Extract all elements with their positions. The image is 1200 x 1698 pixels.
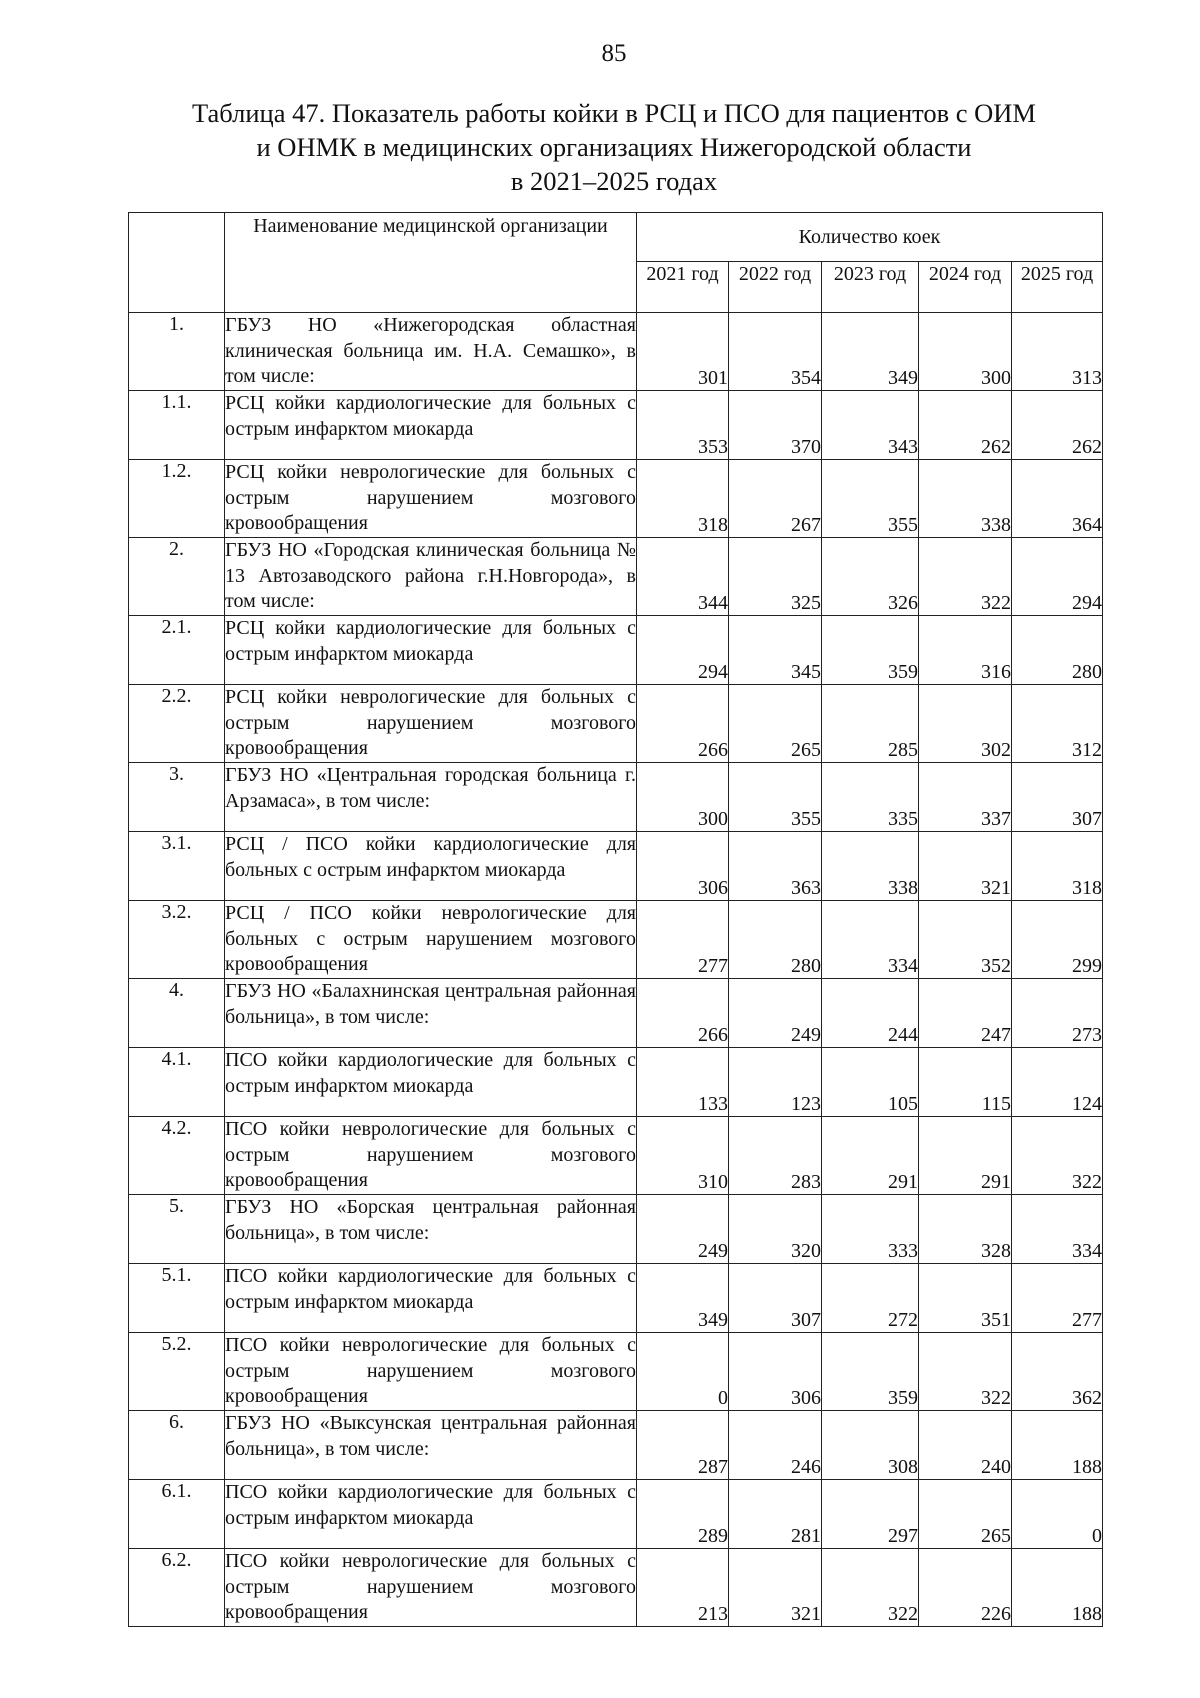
organization-name: ПСО койки кардиологические для больных с острым инфарктом миокарда: [225, 1048, 637, 1117]
bed-count-cell: 306: [729, 1333, 822, 1411]
organization-name: ГБУЗ НО «Выксунская центральная районная больница», в том числе:: [225, 1411, 637, 1480]
bed-count-cell: 354: [729, 313, 822, 391]
bed-count-cell: 277: [1012, 1264, 1103, 1333]
bed-count-cell: 262: [919, 391, 1012, 460]
row-number: 3.1.: [129, 832, 225, 901]
table-row: [129, 616, 1103, 685]
bed-count-cell: 321: [919, 832, 1012, 901]
table-row: [129, 763, 1103, 832]
year-header: 2025 год: [1012, 262, 1103, 313]
table-row: [129, 685, 1103, 763]
bed-count-cell: 349: [822, 313, 919, 391]
bed-count-cell: 300: [637, 763, 729, 832]
organization-name: РСЦ / ПСО койки кардиологические для больных с острым инфарктом миокарда: [225, 832, 637, 901]
bed-count-cell: 322: [822, 1549, 919, 1627]
row-number: 5.: [129, 1195, 225, 1264]
bed-count-cell: 265: [919, 1480, 1012, 1549]
page-number: 85: [601, 40, 627, 67]
bed-count-cell: 0: [1012, 1480, 1103, 1549]
table-row: [129, 1549, 1103, 1627]
bed-count-cell: 246: [729, 1411, 822, 1480]
caption-line-2: и ОНМК в медицинских организациях Нижегородской области: [256, 132, 972, 162]
organization-name: ПСО койки кардиологические для больных с острым инфарктом миокарда: [225, 1264, 637, 1333]
organization-name: ГБУЗ НО «Городская клиническая больница № 13 Автозаводского района г.Н.Новгорода», в том числе:: [225, 538, 637, 616]
bed-count-cell: 352: [919, 901, 1012, 979]
bed-count-cell: 308: [822, 1411, 919, 1480]
bed-count-cell: 283: [729, 1117, 822, 1195]
bed-count-cell: 299: [1012, 901, 1103, 979]
bed-count-cell: 318: [637, 460, 729, 538]
table-row: [129, 1333, 1103, 1411]
bed-count-cell: 291: [919, 1117, 1012, 1195]
bed-count-cell: 313: [1012, 313, 1103, 391]
bed-count-cell: 322: [919, 1333, 1012, 1411]
bed-count-cell: 188: [1012, 1549, 1103, 1627]
table-row: [129, 538, 1103, 616]
bed-count-cell: 343: [822, 391, 919, 460]
row-number: 3.2.: [129, 901, 225, 979]
bed-count-cell: 249: [729, 979, 822, 1048]
table-row: [129, 901, 1103, 979]
bed-count-cell: 287: [637, 1411, 729, 1480]
row-number: 6.: [129, 1411, 225, 1480]
bed-count-cell: 362: [1012, 1333, 1103, 1411]
bed-count-cell: 226: [919, 1549, 1012, 1627]
bed-count-cell: 333: [822, 1195, 919, 1264]
bed-count-cell: 307: [729, 1264, 822, 1333]
row-number: 2.2.: [129, 685, 225, 763]
organization-name: РСЦ / ПСО койки неврологические для больных с острым нарушением мозгового кровообращения: [225, 901, 637, 979]
table-body: [129, 313, 1103, 1627]
bed-count-cell: 364: [1012, 460, 1103, 538]
organization-name: ПСО койки кардиологические для больных с острым инфарктом миокарда: [225, 1480, 637, 1549]
bed-count-cell: 267: [729, 460, 822, 538]
table-row: [129, 1048, 1103, 1117]
row-number: 6.1.: [129, 1480, 225, 1549]
bed-count-cell: 247: [919, 979, 1012, 1048]
organization-name: РСЦ койки кардиологические для больных с острым инфарктом миокарда: [225, 391, 637, 460]
bed-count-cell: 115: [919, 1048, 1012, 1117]
table-row: [129, 1264, 1103, 1333]
bed-count-cell: 326: [822, 538, 919, 616]
table-row: [129, 1195, 1103, 1264]
bed-count-cell: 321: [729, 1549, 822, 1627]
bed-count-cell: 249: [637, 1195, 729, 1264]
bed-count-cell: 266: [637, 685, 729, 763]
bed-count-cell: 289: [637, 1480, 729, 1549]
organization-name: ПСО койки неврологические для больных с острым нарушением мозгового кровообращения: [225, 1333, 637, 1411]
bed-count-cell: 322: [919, 538, 1012, 616]
bed-count-cell: 344: [637, 538, 729, 616]
bed-count-cell: 0: [637, 1333, 729, 1411]
bed-count-cell: 310: [637, 1117, 729, 1195]
bed-count-cell: 133: [637, 1048, 729, 1117]
bed-count-cell: 262: [1012, 391, 1103, 460]
bed-count-cell: 338: [822, 832, 919, 901]
bed-count-cell: 285: [822, 685, 919, 763]
bed-count-cell: 322: [1012, 1117, 1103, 1195]
table-row: [129, 391, 1103, 460]
row-number: 1.1.: [129, 391, 225, 460]
year-header: 2022 год: [729, 262, 822, 313]
table-row: [129, 1117, 1103, 1195]
year-header: 2023 год: [822, 262, 919, 313]
number-column-header: [129, 213, 225, 313]
bed-count-cell: 281: [729, 1480, 822, 1549]
row-number: 1.2.: [129, 460, 225, 538]
bed-performance-table: [128, 212, 1103, 1627]
bed-count-header: Количество коек: [637, 213, 1103, 262]
row-number: 5.1.: [129, 1264, 225, 1333]
row-number: 2.1.: [129, 616, 225, 685]
bed-count-cell: 318: [1012, 832, 1103, 901]
bed-count-cell: 294: [1012, 538, 1103, 616]
bed-count-cell: 307: [1012, 763, 1103, 832]
bed-count-cell: 325: [729, 538, 822, 616]
bed-count-cell: 273: [1012, 979, 1103, 1048]
bed-count-cell: 312: [1012, 685, 1103, 763]
bed-count-cell: 297: [822, 1480, 919, 1549]
row-number: 4.2.: [129, 1117, 225, 1195]
bed-count-cell: 123: [729, 1048, 822, 1117]
row-number: 2.: [129, 538, 225, 616]
organization-name: ГБУЗ НО «Борская центральная районная больница», в том числе:: [225, 1195, 637, 1264]
organization-name: ГБУЗ НО «Нижегородская областная клиническая больница им. Н.А. Семашко», в том числе:: [225, 313, 637, 391]
table-row: [129, 1480, 1103, 1549]
organization-name: РСЦ койки неврологические для больных с острым нарушением мозгового кровообращения: [225, 460, 637, 538]
caption-line-3: в 2021–2025 годах: [510, 166, 718, 196]
bed-count-cell: 334: [822, 901, 919, 979]
bed-count-cell: 370: [729, 391, 822, 460]
bed-count-cell: 188: [1012, 1411, 1103, 1480]
bed-count-cell: 302: [919, 685, 1012, 763]
organization-name: РСЦ койки неврологические для больных с острым нарушением мозгового кровообращения: [225, 685, 637, 763]
bed-count-cell: 213: [637, 1549, 729, 1627]
bed-count-cell: 265: [729, 685, 822, 763]
year-header: 2021 год: [637, 262, 729, 313]
bed-count-cell: 359: [822, 616, 919, 685]
organization-column-header: Наименование медицинской организации: [225, 213, 637, 313]
bed-count-cell: 300: [919, 313, 1012, 391]
bed-count-cell: 353: [637, 391, 729, 460]
row-number: 4.: [129, 979, 225, 1048]
bed-count-cell: 355: [729, 763, 822, 832]
table-row: [129, 979, 1103, 1048]
bed-count-cell: 316: [919, 616, 1012, 685]
bed-count-cell: 266: [637, 979, 729, 1048]
table-row: [129, 460, 1103, 538]
row-number: 5.2.: [129, 1333, 225, 1411]
bed-count-cell: 277: [637, 901, 729, 979]
organization-name: ГБУЗ НО «Центральная городская больница г. Арзамаса», в том числе:: [225, 763, 637, 832]
bed-count-cell: 338: [919, 460, 1012, 538]
row-number: 3.: [129, 763, 225, 832]
bed-count-cell: 244: [822, 979, 919, 1048]
bed-count-cell: 240: [919, 1411, 1012, 1480]
bed-count-cell: 294: [637, 616, 729, 685]
table-row: [129, 313, 1103, 391]
table-row: [129, 832, 1103, 901]
organization-name: РСЦ койки кардиологические для больных с острым инфарктом миокарда: [225, 616, 637, 685]
table-row: [129, 1411, 1103, 1480]
bed-count-cell: 337: [919, 763, 1012, 832]
bed-count-cell: 272: [822, 1264, 919, 1333]
bed-count-cell: 280: [1012, 616, 1103, 685]
bed-count-cell: 301: [637, 313, 729, 391]
organization-name: ПСО койки неврологические для больных с острым нарушением мозгового кровообращения: [225, 1549, 637, 1627]
table-caption: [130, 96, 1098, 198]
organization-name: ПСО койки неврологические для больных с острым нарушением мозгового кровообращения: [225, 1117, 637, 1195]
bed-count-cell: 363: [729, 832, 822, 901]
bed-count-cell: 124: [1012, 1048, 1103, 1117]
bed-count-cell: 359: [822, 1333, 919, 1411]
caption-line-1: Таблица 47. Показатель работы койки в РСЦ и ПСО для пациентов с ОИМ: [192, 98, 1036, 128]
bed-count-cell: 105: [822, 1048, 919, 1117]
bed-count-cell: 280: [729, 901, 822, 979]
bed-count-cell: 306: [637, 832, 729, 901]
bed-count-cell: 328: [919, 1195, 1012, 1264]
row-number: 1.: [129, 313, 225, 391]
bed-count-cell: 334: [1012, 1195, 1103, 1264]
year-header: 2024 год: [919, 262, 1012, 313]
bed-count-cell: 345: [729, 616, 822, 685]
row-number: 6.2.: [129, 1549, 225, 1627]
bed-count-cell: 355: [822, 460, 919, 538]
bed-count-cell: 320: [729, 1195, 822, 1264]
row-number: 4.1.: [129, 1048, 225, 1117]
bed-count-cell: 291: [822, 1117, 919, 1195]
bed-count-cell: 335: [822, 763, 919, 832]
bed-count-cell: 349: [637, 1264, 729, 1333]
bed-count-cell: 351: [919, 1264, 1012, 1333]
organization-name: ГБУЗ НО «Балахнинская центральная районная больница», в том числе:: [225, 979, 637, 1048]
